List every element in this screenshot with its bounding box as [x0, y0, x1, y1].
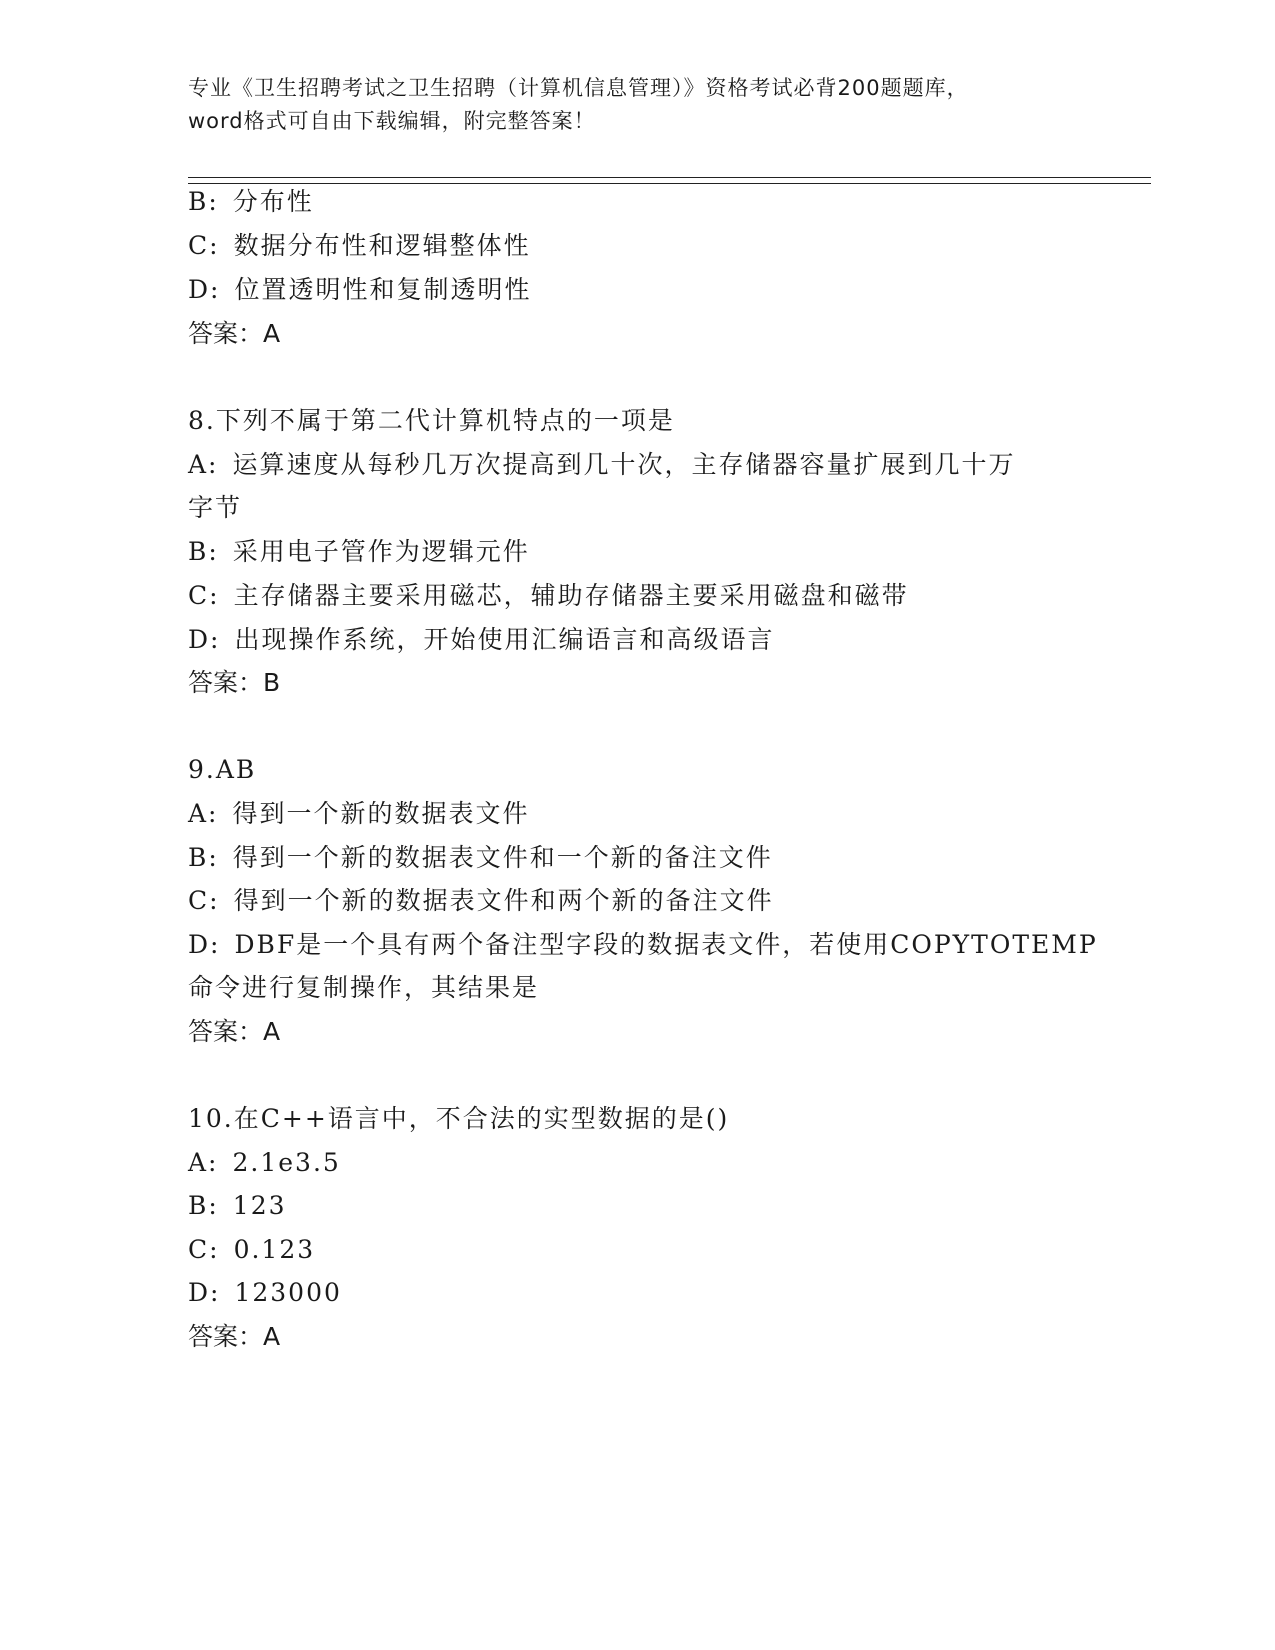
- option-label: D:: [188, 1278, 221, 1307]
- option-text: 数据分布性和逻辑整体性: [233, 231, 531, 260]
- option-label: C:: [188, 1235, 220, 1264]
- option-text: 出现操作系统，开始使用汇编语言和高级语言: [234, 625, 775, 654]
- option-text: 0.123: [233, 1235, 316, 1264]
- header-divider-bottom: [188, 183, 1151, 184]
- option-label: B:: [188, 843, 219, 872]
- q9-option-b: [188, 842, 773, 874]
- option-label: D:: [188, 625, 221, 654]
- q8-option-d: [188, 624, 774, 656]
- option-label: D:: [188, 930, 221, 959]
- option-label: C:: [188, 581, 220, 610]
- q7-option-c: [188, 230, 531, 262]
- q10-stem: 10.在C++语言中，不合法的实型数据的是(): [188, 1104, 730, 1133]
- q9-option-c: [188, 885, 774, 917]
- option-text: 得到一个新的数据表文件和一个新的备注文件: [232, 843, 773, 872]
- q8-stem: 8.下列不属于第二代计算机特点的一项是: [188, 406, 675, 435]
- q8-option-b: [188, 536, 530, 568]
- option-text: 123000: [234, 1278, 342, 1307]
- option-label: D:: [188, 275, 221, 304]
- option-text: 2.1e3.5: [232, 1148, 341, 1177]
- option-text: 位置透明性和复制透明性: [234, 275, 532, 304]
- q8-answer: 答案：B: [188, 668, 281, 697]
- option-label: A:: [188, 799, 219, 828]
- option-label: B:: [188, 187, 219, 216]
- option-text: 得到一个新的数据表文件和两个新的备注文件: [233, 886, 774, 915]
- q9-option-a: [188, 798, 530, 830]
- q9-stem: 9.AB: [188, 755, 257, 784]
- q10-answer: 答案：A: [188, 1322, 281, 1351]
- option-label: C:: [188, 231, 220, 260]
- q10-option-b: [188, 1190, 287, 1222]
- q10-option-a: [188, 1147, 341, 1179]
- option-label: A:: [188, 1148, 219, 1177]
- q8-option-c: [188, 580, 909, 612]
- q9-option-d: [188, 929, 1098, 961]
- q8-option-a-continuation: 字节: [188, 493, 243, 522]
- option-label: A:: [188, 450, 219, 479]
- option-label: B:: [188, 537, 219, 566]
- q9-answer: 答案：A: [188, 1017, 281, 1046]
- document-header: [188, 72, 1088, 138]
- option-text: 123: [232, 1191, 287, 1220]
- q8-option-a: [188, 449, 1016, 481]
- option-text: 采用电子管作为逻辑元件: [232, 537, 530, 566]
- q9-option-d-continuation: 命令进行复制操作，其结果是: [188, 973, 540, 1002]
- q10-option-c: [188, 1234, 315, 1266]
- q10-option-d: [188, 1277, 342, 1309]
- option-text: 得到一个新的数据表文件: [232, 799, 530, 828]
- header-line-1: 专业《卫生招聘考试之卫生招聘（计算机信息管理）》资格考试必背200题题库，: [188, 76, 969, 100]
- option-text: 分布性: [232, 187, 314, 216]
- header-line-2: word格式可自由下载编辑，附完整答案！: [188, 109, 596, 133]
- option-text: DBF是一个具有两个备注型字段的数据表文件，若使用COPYTOTEMP: [234, 930, 1098, 959]
- option-text: 运算速度从每秒几万次提高到几十次，主存储器容量扩展到几十万: [232, 450, 1016, 479]
- header-divider-top: [188, 177, 1151, 178]
- q7-option-b: [188, 186, 314, 218]
- option-text: 主存储器主要采用磁芯，辅助存储器主要采用磁盘和磁带: [233, 581, 909, 610]
- option-label: C:: [188, 886, 220, 915]
- q7-answer: 答案：A: [188, 319, 281, 348]
- option-label: B:: [188, 1191, 219, 1220]
- q7-option-d: [188, 274, 531, 306]
